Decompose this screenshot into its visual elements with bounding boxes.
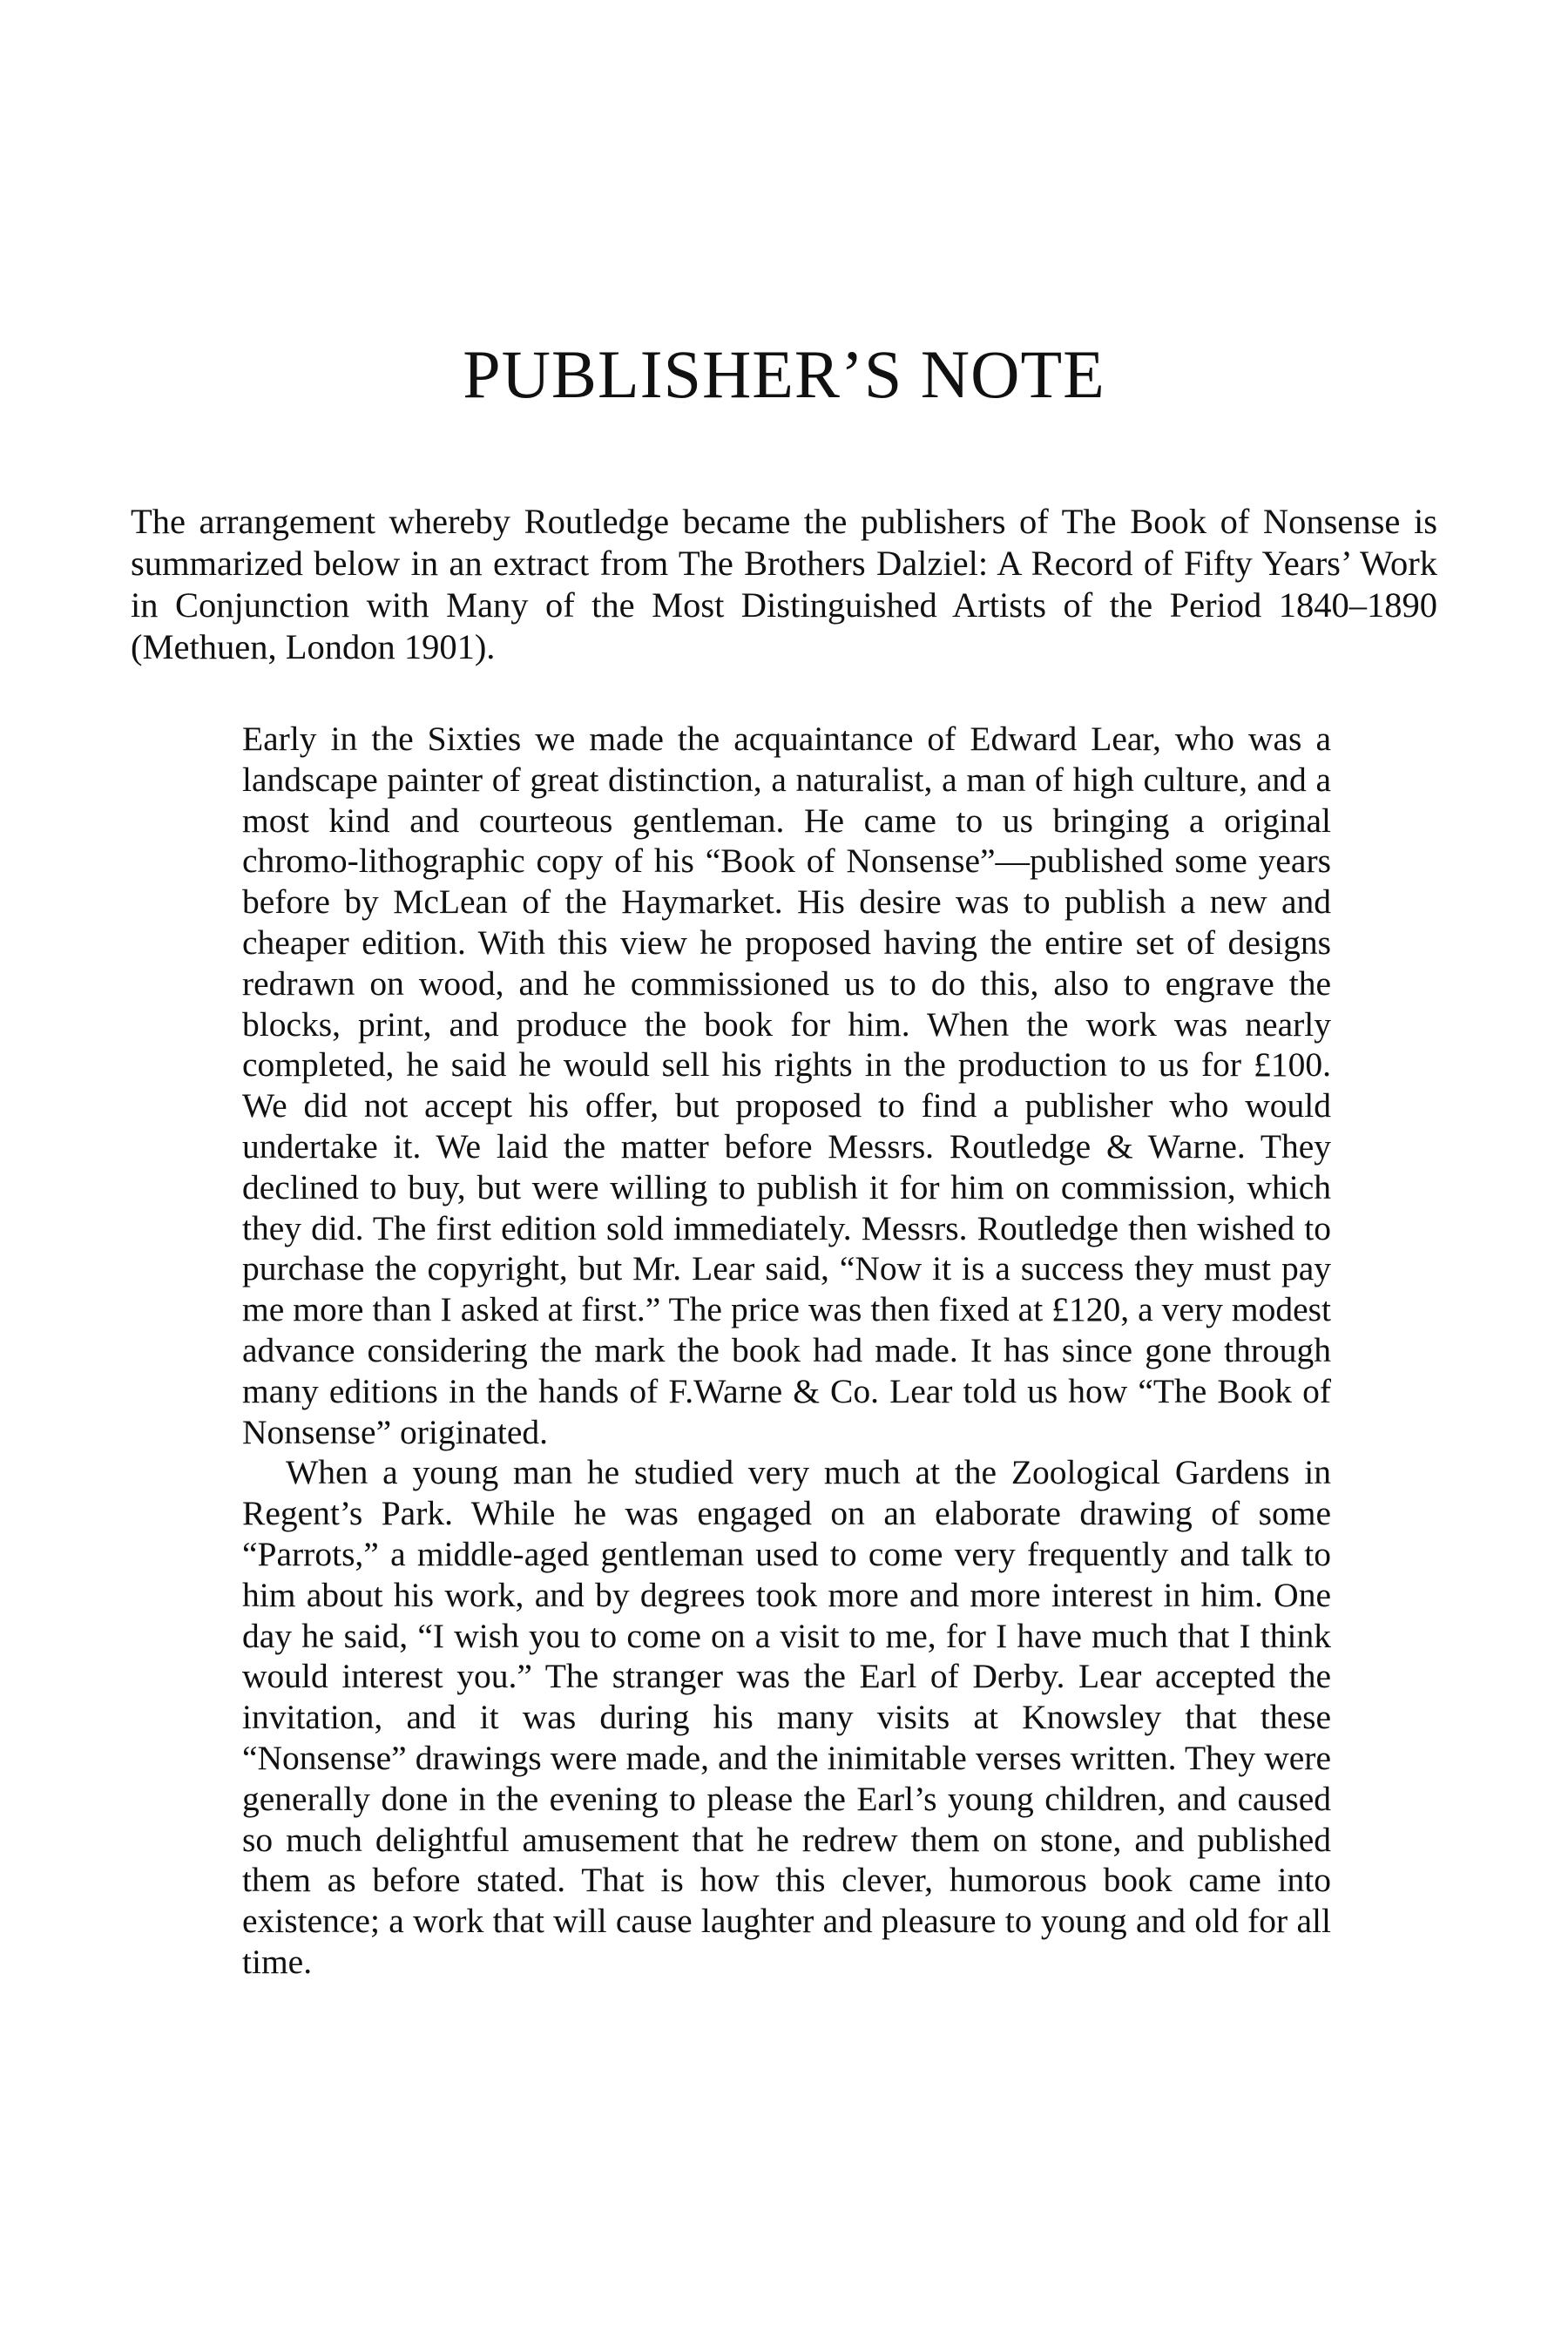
extract-paragraph-1: Early in the Sixties we made the acquaintance of Edward Lear, who was a landscape painter of great distinction, a naturalist, a man of high culture, and a most kind and courteous gentleman. He came to us bringing a original chromo-lithographic copy of his “Book of Nonsense”—published some years before by McLean of the Haymarket. His desire was to publish a new and cheaper edition. With this view he proposed having the entire set of designs redrawn on wood, and he commissioned us to do this, also to engrave the blocks, print, and produce the book for him. When the work was nearly completed, he said he would sell his rights in the production to us for £100. We did not accept his offer, but proposed to find a publisher who would undertake it. We laid the matter before Messrs. Routledge & Warne. They declined to buy, but were willing to publish it for him on commission, which they did. The first edition sold immediately. Messrs. Routledge then wished to purchase the copyright, but Mr. Lear said, “Now it is a success they must pay me more than I asked at first.” The price was then fixed at £120, a very modest advance considering the mark the book had made. It has since gone through many editions in the hands of F.Warne & Co. Lear told us how “The Book of Nonsense” originated. xyxy=(242,720,1331,1451)
intro-paragraph: The arrangement whereby Routledge became the publishers of The Book of Nonsense is summarized below in an extract from The Brothers Dalziel: A Record of Fifty Years’ Work in Conjunction with Many of the Most Distinguished Artists of the Period 1840–1890 (Methuen, London 1901). xyxy=(131,502,1437,666)
page-title: PUBLISHER’S NOTE xyxy=(463,336,1105,412)
quoted-extract xyxy=(242,719,1331,1983)
extract-paragraph-2: When a young man he studied very much at the Zoological Gardens in Regent’s Park. While he was engaged on an elaborate drawing of some “Parrots,” a middle-aged gentleman used to come very frequently and talk to him about his work, and by degrees took more and more interest in him. One day he said, “I wish you to come on a visit to me, for I have much that I think would interest you.” The stranger was the Earl of Derby. Lear accepted the invitation, and it was during his many visits at Knowsley that these “Nonsense” drawings were made, and the inimitable verses written. They were generally done in the evening to please the Earl’s young children, and caused so much delightful amusement that he redrew them on stone, and published them as before stated. That is how this clever, humorous book came into existence; a work that will cause laughter and pleasure to young and old for all time. xyxy=(242,1453,1331,1981)
